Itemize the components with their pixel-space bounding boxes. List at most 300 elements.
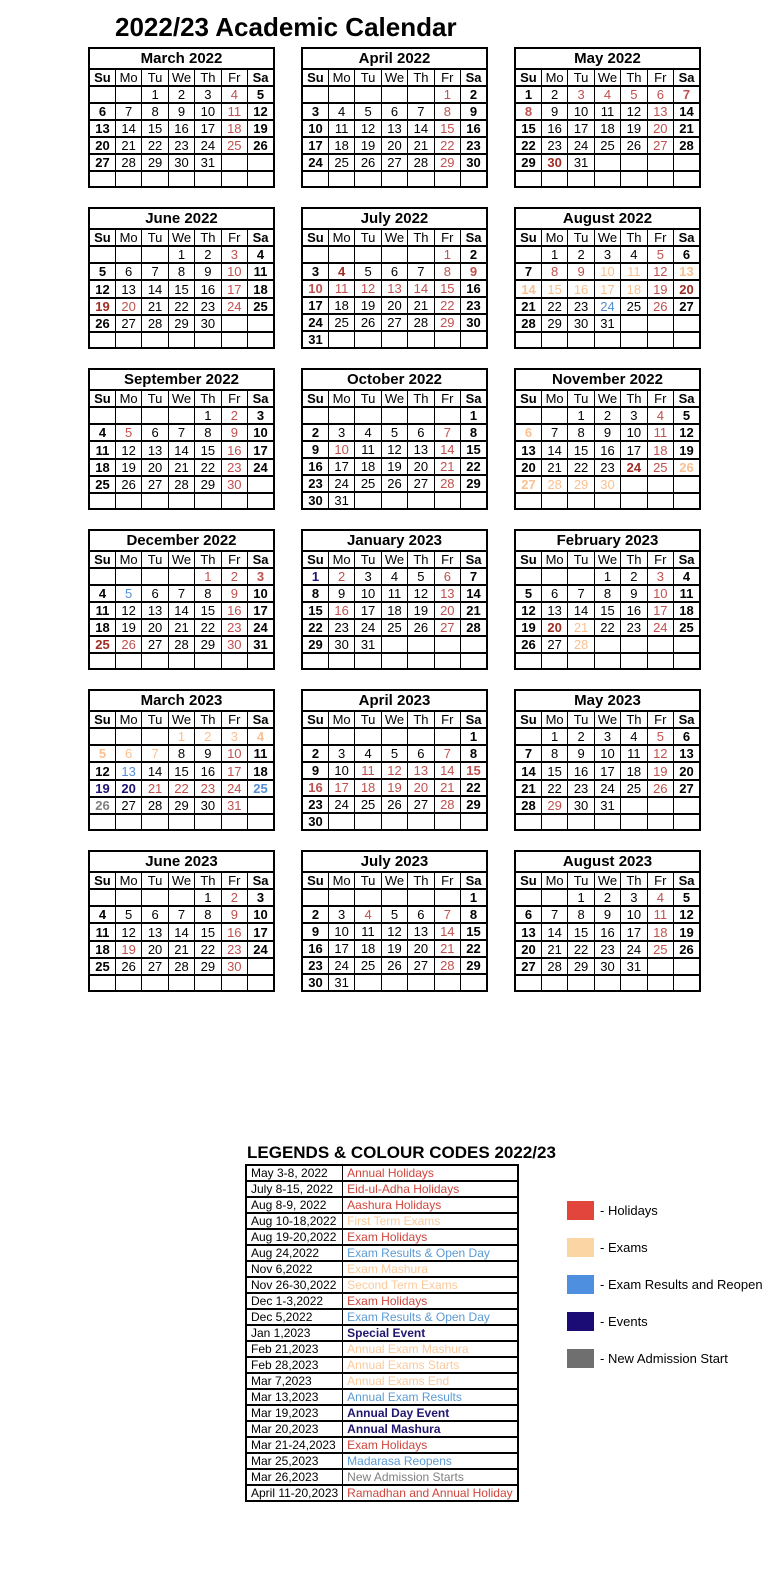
day-cell	[408, 171, 434, 187]
day-cell: 16	[302, 779, 328, 796]
day-cell: 17	[568, 120, 594, 137]
day-cell: 24	[621, 941, 647, 958]
month-calendar-june-2023	[88, 850, 275, 992]
weekday-header-sa: Sa	[674, 69, 700, 86]
weekday-header-we: We	[168, 551, 194, 568]
day-cell: 5	[115, 585, 141, 602]
day-cell: 15	[461, 762, 487, 779]
weekday-header-we: We	[168, 229, 194, 246]
day-cell	[302, 86, 328, 103]
weekday-header-we: We	[381, 711, 407, 728]
weekday-header-we: We	[168, 69, 194, 86]
day-cell	[221, 975, 247, 991]
legend-event-label: Exam Holidays	[343, 1293, 518, 1309]
day-cell: 21	[515, 298, 541, 315]
day-cell: 14	[168, 923, 194, 940]
weekday-header-tu: Tu	[355, 390, 381, 407]
day-cell: 4	[89, 424, 115, 441]
day-cell: 6	[381, 263, 407, 280]
day-cell: 10	[328, 762, 354, 779]
day-cell: 14	[408, 120, 434, 137]
day-cell: 22	[461, 940, 487, 957]
day-cell: 24	[594, 780, 620, 797]
day-cell: 3	[302, 263, 328, 280]
day-cell: 23	[195, 780, 221, 797]
day-cell: 7	[408, 263, 434, 280]
day-cell: 9	[461, 263, 487, 280]
weekday-header-su: Su	[302, 551, 328, 568]
day-cell: 2	[195, 246, 221, 263]
day-cell	[674, 476, 700, 493]
day-cell	[142, 332, 168, 348]
day-cell: 28	[115, 154, 141, 171]
swatch-row	[567, 1200, 763, 1220]
day-cell: 17	[621, 441, 647, 458]
weekday-header-we: We	[381, 390, 407, 407]
day-cell	[248, 797, 274, 814]
day-cell: 19	[621, 120, 647, 137]
day-cell	[89, 975, 115, 991]
day-cell: 7	[568, 585, 594, 602]
day-cell	[647, 814, 673, 830]
weekday-header-su: Su	[515, 872, 541, 889]
day-cell	[515, 568, 541, 585]
day-cell: 9	[221, 585, 247, 602]
day-cell: 29	[195, 958, 221, 975]
weekday-header-th: Th	[195, 390, 221, 407]
day-cell: 30	[302, 492, 328, 509]
day-cell	[115, 568, 141, 585]
day-cell: 30	[221, 958, 247, 975]
day-cell: 15	[541, 280, 567, 297]
day-cell: 13	[381, 280, 407, 297]
day-cell: 21	[408, 137, 434, 154]
day-cell: 29	[541, 315, 567, 332]
weekday-header-we: We	[594, 390, 620, 407]
day-cell	[248, 958, 274, 975]
day-cell	[434, 889, 460, 906]
month-title: August 2023	[515, 851, 700, 872]
legend-date: Mar 25,2023	[246, 1453, 343, 1469]
day-cell	[408, 813, 434, 830]
day-cell: 21	[115, 137, 141, 154]
legend-event-label: Special Event	[343, 1325, 518, 1341]
day-cell: 7	[434, 745, 460, 762]
day-cell: 22	[168, 780, 194, 797]
weekday-header-fr: Fr	[434, 229, 460, 246]
day-cell: 27	[115, 797, 141, 814]
day-cell	[328, 889, 354, 906]
day-cell: 9	[195, 745, 221, 762]
day-cell: 26	[355, 154, 381, 171]
day-cell: 14	[674, 103, 700, 120]
weekday-header-su: Su	[89, 711, 115, 728]
swatch-label: - Events	[600, 1313, 648, 1329]
month-title: May 2023	[515, 690, 700, 711]
day-cell: 27	[89, 154, 115, 171]
weekday-header-fr: Fr	[434, 711, 460, 728]
day-cell: 13	[408, 441, 434, 458]
legend-date: Feb 21,2023	[246, 1341, 343, 1357]
day-cell: 29	[195, 636, 221, 653]
day-cell: 26	[89, 315, 115, 332]
day-cell	[355, 728, 381, 745]
day-cell: 21	[142, 298, 168, 315]
day-cell	[142, 728, 168, 745]
weekday-header-su: Su	[302, 711, 328, 728]
day-cell: 10	[594, 745, 620, 762]
day-cell: 3	[594, 246, 620, 263]
day-cell: 6	[381, 103, 407, 120]
day-cell: 26	[89, 797, 115, 814]
day-cell: 26	[647, 780, 673, 797]
day-cell	[115, 653, 141, 669]
weekday-header-fr: Fr	[221, 229, 247, 246]
day-cell: 12	[89, 280, 115, 297]
day-cell	[142, 171, 168, 187]
day-cell: 1	[168, 246, 194, 263]
legend-date: Jan 1,2023	[246, 1325, 343, 1341]
day-cell: 15	[594, 602, 620, 619]
day-cell: 3	[328, 906, 354, 923]
day-cell: 14	[515, 762, 541, 779]
weekday-header-sa: Sa	[674, 390, 700, 407]
month-calendar-january-2023	[301, 529, 488, 670]
day-cell: 18	[621, 280, 647, 297]
weekday-header-we: We	[594, 551, 620, 568]
day-cell: 27	[408, 796, 434, 813]
day-cell: 18	[594, 120, 620, 137]
legend-event-label: New Admission Starts	[343, 1469, 518, 1485]
day-cell: 5	[674, 407, 700, 424]
month-title: October 2022	[302, 369, 487, 390]
weekday-header-we: We	[381, 69, 407, 86]
day-cell: 16	[302, 458, 328, 475]
day-cell: 25	[674, 619, 700, 636]
day-cell	[434, 636, 460, 653]
day-cell	[594, 154, 620, 171]
day-cell: 5	[355, 263, 381, 280]
day-cell: 10	[594, 263, 620, 280]
weekday-header-tu: Tu	[355, 229, 381, 246]
day-cell: 23	[302, 957, 328, 974]
day-cell: 14	[541, 923, 567, 940]
day-cell: 19	[381, 779, 407, 796]
day-cell: 30	[221, 636, 247, 653]
day-cell: 9	[221, 424, 247, 441]
day-cell: 27	[434, 619, 460, 636]
month-calendar-may-2023	[514, 689, 701, 831]
swatch-row	[567, 1237, 763, 1257]
day-cell: 30	[221, 476, 247, 493]
legend-date: Mar 19,2023	[246, 1405, 343, 1421]
legend-event-label: Annual Exam Mashura	[343, 1341, 518, 1357]
day-cell: 5	[674, 889, 700, 906]
day-cell: 26	[647, 298, 673, 315]
day-cell: 26	[381, 796, 407, 813]
day-cell: 18	[328, 137, 354, 154]
legend-date: Mar 20,2023	[246, 1421, 343, 1437]
day-cell: 28	[541, 958, 567, 975]
legend-row	[246, 1469, 518, 1485]
day-cell: 11	[647, 906, 673, 923]
day-cell: 25	[328, 314, 354, 331]
day-cell: 22	[594, 619, 620, 636]
day-cell	[142, 975, 168, 991]
day-cell: 10	[248, 424, 274, 441]
day-cell: 15	[302, 602, 328, 619]
day-cell: 7	[142, 263, 168, 280]
day-cell: 30	[302, 813, 328, 830]
day-cell: 6	[515, 906, 541, 923]
day-cell	[248, 315, 274, 332]
legend-row	[246, 1421, 518, 1437]
day-cell	[408, 86, 434, 103]
day-cell: 24	[302, 314, 328, 331]
day-cell: 1	[195, 407, 221, 424]
weekday-header-mo: Mo	[115, 390, 141, 407]
weekday-header-mo: Mo	[541, 551, 567, 568]
day-cell: 27	[142, 476, 168, 493]
month-title: April 2022	[302, 48, 487, 69]
day-cell: 6	[674, 246, 700, 263]
day-cell: 16	[195, 762, 221, 779]
day-cell: 3	[195, 86, 221, 103]
weekday-header-sa: Sa	[461, 229, 487, 246]
day-cell: 5	[381, 745, 407, 762]
day-cell: 7	[541, 906, 567, 923]
day-cell: 2	[302, 745, 328, 762]
day-cell: 1	[541, 728, 567, 745]
day-cell: 11	[89, 923, 115, 940]
day-cell: 7	[515, 745, 541, 762]
day-cell: 15	[195, 602, 221, 619]
day-cell: 25	[89, 958, 115, 975]
day-cell: 28	[168, 476, 194, 493]
day-cell: 7	[168, 424, 194, 441]
day-cell	[355, 813, 381, 830]
weekday-header-tu: Tu	[355, 551, 381, 568]
day-cell	[515, 653, 541, 669]
day-cell: 31	[302, 331, 328, 348]
day-cell: 18	[89, 619, 115, 636]
legend-date: Mar 21-24,2023	[246, 1437, 343, 1453]
day-cell: 7	[142, 745, 168, 762]
day-cell	[142, 407, 168, 424]
day-cell: 29	[195, 476, 221, 493]
day-cell: 12	[115, 602, 141, 619]
weekday-header-we: We	[168, 711, 194, 728]
day-cell: 20	[541, 619, 567, 636]
day-cell: 28	[541, 476, 567, 493]
day-cell: 15	[541, 762, 567, 779]
day-cell: 24	[248, 619, 274, 636]
day-cell: 12	[647, 745, 673, 762]
day-cell: 25	[89, 636, 115, 653]
day-cell: 20	[515, 941, 541, 958]
day-cell: 2	[302, 906, 328, 923]
day-cell	[434, 728, 460, 745]
day-cell: 12	[355, 120, 381, 137]
legend-row	[246, 1197, 518, 1213]
day-cell	[381, 86, 407, 103]
weekday-header-th: Th	[195, 69, 221, 86]
day-cell: 23	[168, 137, 194, 154]
day-cell	[221, 154, 247, 171]
day-cell: 20	[408, 458, 434, 475]
weekday-header-fr: Fr	[221, 711, 247, 728]
day-cell: 29	[168, 315, 194, 332]
day-cell: 28	[515, 315, 541, 332]
day-cell: 25	[89, 476, 115, 493]
day-cell: 13	[115, 280, 141, 297]
day-cell	[594, 975, 620, 991]
day-cell	[434, 171, 460, 187]
day-cell: 9	[594, 906, 620, 923]
day-cell: 23	[568, 298, 594, 315]
day-cell	[328, 813, 354, 830]
day-cell	[647, 476, 673, 493]
day-cell: 31	[328, 492, 354, 509]
legend-date: Aug 19-20,2022	[246, 1229, 343, 1245]
weekday-header-we: We	[168, 390, 194, 407]
day-cell: 26	[621, 137, 647, 154]
day-cell	[195, 814, 221, 830]
day-cell	[515, 814, 541, 830]
weekday-header-we: We	[168, 872, 194, 889]
weekday-header-we: We	[594, 229, 620, 246]
day-cell: 8	[541, 745, 567, 762]
day-cell: 16	[221, 923, 247, 940]
day-cell	[381, 171, 407, 187]
weekday-header-su: Su	[515, 711, 541, 728]
weekday-header-fr: Fr	[221, 551, 247, 568]
day-cell: 22	[195, 459, 221, 476]
month-title: November 2022	[515, 369, 700, 390]
legend-event-label: Exam Holidays	[343, 1229, 518, 1245]
day-cell: 27	[142, 636, 168, 653]
day-cell: 27	[408, 475, 434, 492]
day-cell: 24	[221, 780, 247, 797]
day-cell: 20	[115, 780, 141, 797]
day-cell: 15	[434, 280, 460, 297]
day-cell: 28	[408, 314, 434, 331]
weekday-header-fr: Fr	[434, 390, 460, 407]
legend-row	[246, 1405, 518, 1421]
legend-row	[246, 1341, 518, 1357]
legend-row	[246, 1229, 518, 1245]
day-cell: 16	[541, 120, 567, 137]
day-cell: 5	[115, 424, 141, 441]
weekday-header-sa: Sa	[248, 872, 274, 889]
day-cell: 12	[381, 762, 407, 779]
weekday-header-sa: Sa	[461, 711, 487, 728]
day-cell: 9	[302, 923, 328, 940]
day-cell	[89, 728, 115, 745]
legend-date: Dec 5,2022	[246, 1309, 343, 1325]
day-cell: 7	[115, 103, 141, 120]
day-cell: 16	[195, 280, 221, 297]
day-cell: 27	[142, 958, 168, 975]
legend-row	[246, 1325, 518, 1341]
day-cell: 4	[89, 585, 115, 602]
day-cell: 3	[248, 407, 274, 424]
day-cell: 19	[381, 940, 407, 957]
day-cell: 8	[142, 103, 168, 120]
day-cell: 9	[221, 906, 247, 923]
day-cell	[142, 653, 168, 669]
day-cell: 11	[355, 441, 381, 458]
weekday-header-we: We	[594, 711, 620, 728]
day-cell: 18	[674, 602, 700, 619]
day-cell: 21	[434, 779, 460, 796]
day-cell	[89, 246, 115, 263]
legend-row	[246, 1389, 518, 1405]
day-cell: 14	[434, 441, 460, 458]
day-cell	[434, 492, 460, 509]
day-cell: 9	[168, 103, 194, 120]
legend-row	[246, 1213, 518, 1229]
day-cell: 20	[115, 298, 141, 315]
day-cell: 2	[461, 246, 487, 263]
day-cell: 24	[302, 154, 328, 171]
day-cell: 23	[461, 297, 487, 314]
day-cell	[355, 889, 381, 906]
day-cell: 18	[355, 940, 381, 957]
day-cell: 10	[221, 263, 247, 280]
weekday-header-th: Th	[408, 229, 434, 246]
weekday-header-th: Th	[621, 229, 647, 246]
day-cell: 11	[328, 120, 354, 137]
day-cell	[115, 975, 141, 991]
day-cell: 14	[461, 585, 487, 602]
weekday-header-su: Su	[515, 390, 541, 407]
swatch-label: - Holidays	[600, 1202, 658, 1218]
day-cell: 20	[381, 137, 407, 154]
day-cell: 20	[381, 297, 407, 314]
month-calendar-april-2022	[301, 47, 488, 188]
day-cell	[221, 332, 247, 348]
weekday-header-tu: Tu	[568, 229, 594, 246]
legend-event-label: Ramadhan and Annual Holiday	[343, 1485, 518, 1501]
weekday-header-sa: Sa	[674, 872, 700, 889]
weekday-header-su: Su	[89, 69, 115, 86]
day-cell: 3	[248, 889, 274, 906]
weekday-header-su: Su	[515, 551, 541, 568]
weekday-header-sa: Sa	[674, 711, 700, 728]
legend-date: July 8-15, 2022	[246, 1181, 343, 1197]
day-cell: 1	[568, 407, 594, 424]
day-cell	[461, 974, 487, 991]
day-cell: 2	[221, 568, 247, 585]
weekday-header-fr: Fr	[434, 551, 460, 568]
day-cell: 24	[647, 619, 673, 636]
day-cell: 30	[568, 315, 594, 332]
day-cell	[434, 407, 460, 424]
day-cell: 28	[168, 958, 194, 975]
weekday-header-we: We	[594, 69, 620, 86]
day-cell: 11	[621, 745, 647, 762]
legend-event-label: Exam Results & Open Day	[343, 1309, 518, 1325]
day-cell: 1	[541, 246, 567, 263]
weekday-header-sa: Sa	[248, 229, 274, 246]
day-cell	[89, 568, 115, 585]
day-cell: 12	[355, 280, 381, 297]
day-cell: 7	[674, 86, 700, 103]
day-cell: 10	[355, 585, 381, 602]
weekday-header-su: Su	[302, 872, 328, 889]
day-cell: 14	[142, 280, 168, 297]
